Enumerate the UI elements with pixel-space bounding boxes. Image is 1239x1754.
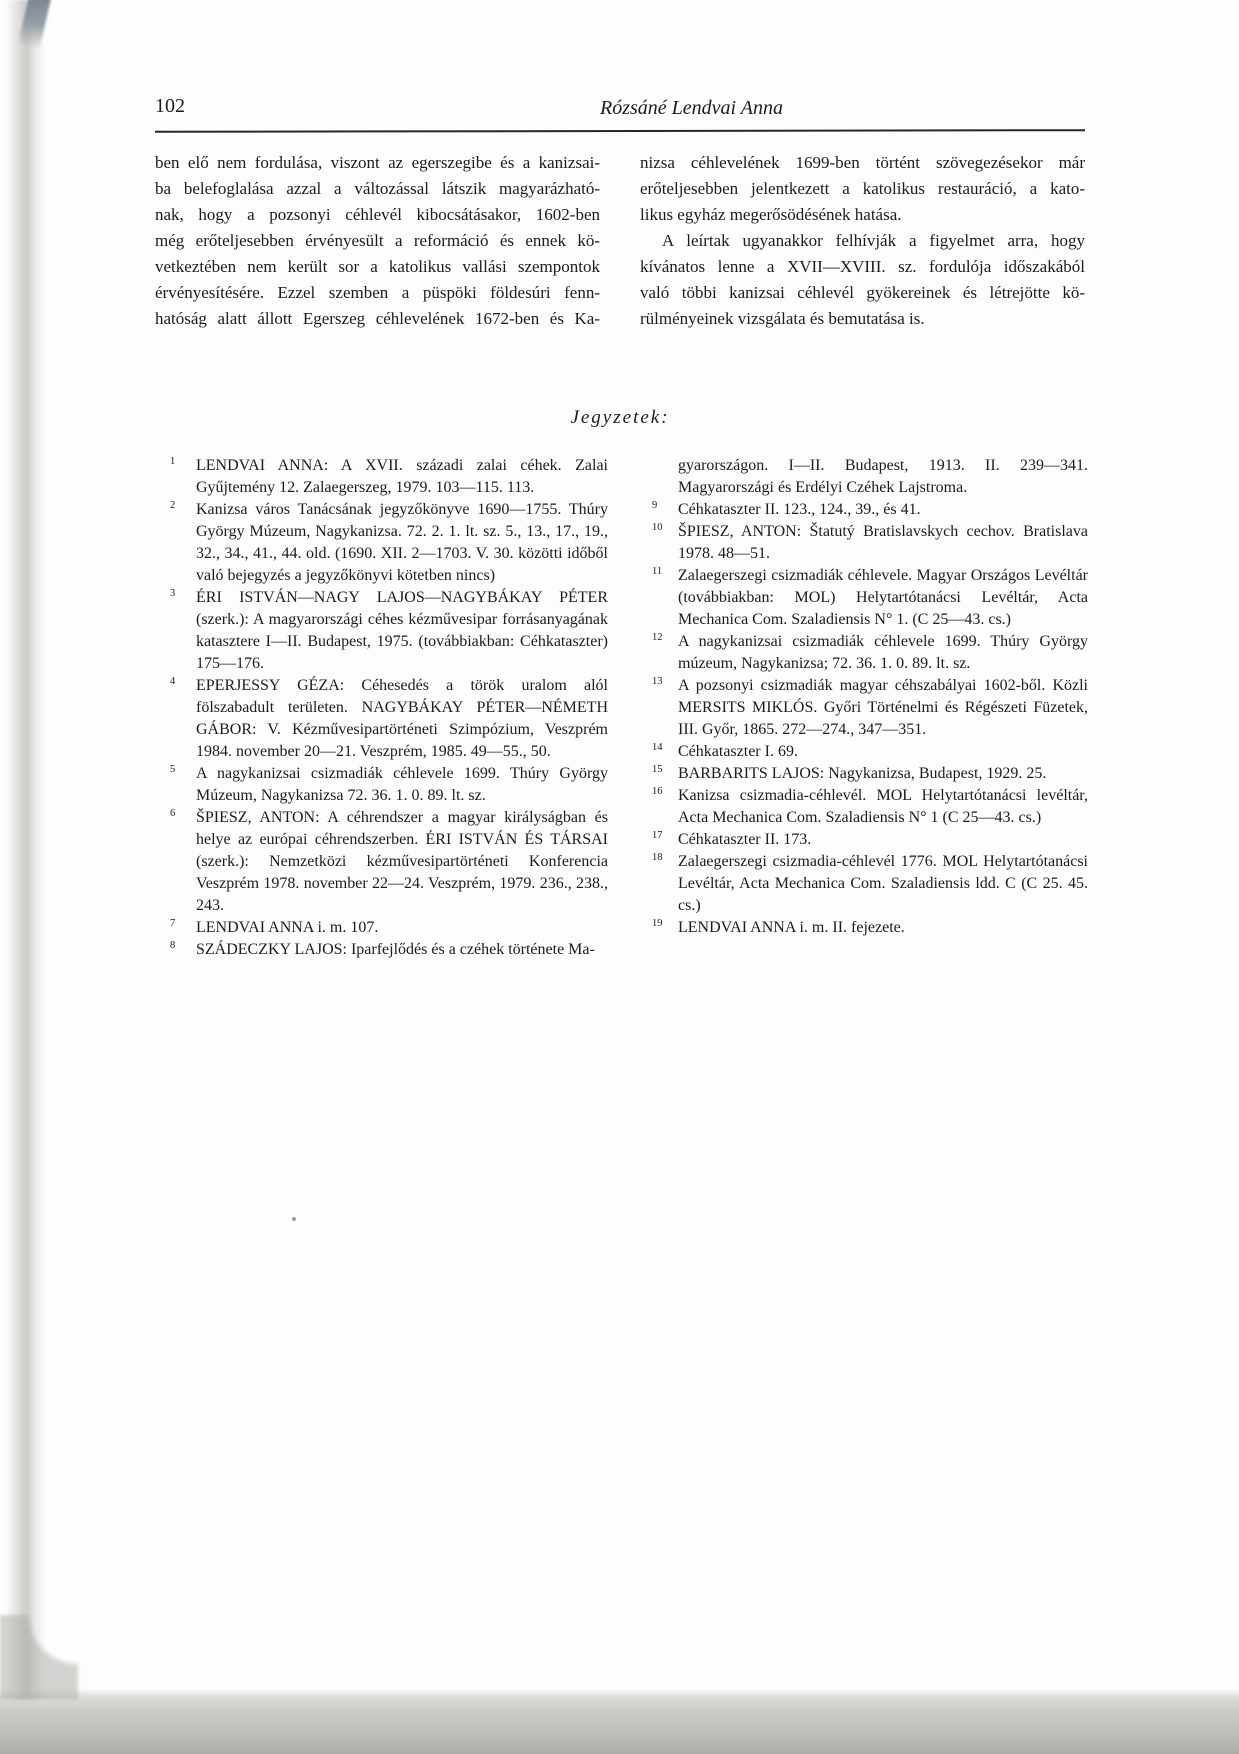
footnote-number: 10 <box>652 522 663 533</box>
body-text <box>155 150 1085 332</box>
footnote-text: BARBARITS LAJOS: Nagykanizsa, Budapest, 1929. 25. <box>678 765 1047 782</box>
footnote-number: 6 <box>170 808 176 819</box>
body-line: ba belefoglalása azzal a változással látszik magyarázható- <box>155 179 600 198</box>
footnote-item <box>648 455 1088 499</box>
footnote-number: 11 <box>652 566 663 577</box>
body-line: való többi kanizsai céhlevél gyökereinek és létrejötte kö- <box>640 283 1085 302</box>
footnote-number: 15 <box>652 764 663 775</box>
footnote-text: EPERJESSY GÉZA: Céhesedés a török uralom alól fölszabadult területen. NAGYBÁKAY PÉTER—NÉMETH GÁBOR: V. Kézművesipartörténeti Szimpózium, Veszprém 1984. november 20—21. Veszprém, 1985. 49—55., 50. <box>196 677 608 760</box>
footnote-number: 12 <box>652 632 663 643</box>
footnote-item <box>648 565 1088 631</box>
body-line: érvényesítésére. Ezzel szemben a püspöki földesúri fenn- <box>155 283 600 302</box>
footnote-item <box>648 763 1088 785</box>
body-line: rülményeinek vizsgálata és bemutatása is. <box>640 309 925 328</box>
footnote-number: 13 <box>652 676 663 687</box>
footnote-item <box>648 741 1088 763</box>
footnote-number: 4 <box>170 676 176 687</box>
scan-speck <box>292 1217 296 1221</box>
footnote-item <box>648 675 1088 741</box>
footnote-item <box>648 785 1088 829</box>
footnote-text: LENDVAI ANNA i. m. II. fejezete. <box>678 919 905 936</box>
footnote-text: SZÁDECZKY LAJOS: Iparfejlődés és a czéhek története Ma- <box>196 941 595 958</box>
footnote-number: 18 <box>652 852 663 863</box>
footnote-number: 14 <box>652 742 663 753</box>
footnote-number: 2 <box>170 500 176 511</box>
footnote-number: 9 <box>652 500 658 511</box>
body-column-right <box>640 150 1085 332</box>
footnote-item <box>166 455 608 499</box>
body-line: kívánatos lenne a XVII—XVIII. sz. fordulója időszakából <box>640 257 1085 276</box>
footnote-text: Kanizsa város Tanácsának jegyzőkönyve 1690—1755. Thúry György Múzeum, Nagykanizsa. 72. 2. 1. lt. sz. 5., 13., 17., 19., 32., 34., 41., 44. old. (1690. XII. 2—1703. V. 30. közötti időből való bejegyzés a jegyzőkönyvi kötetben nincs) <box>196 501 608 584</box>
page-number: 102 <box>155 95 185 117</box>
running-title: Rózsáné Lendvai Anna <box>600 97 783 119</box>
body-line: likus egyház megerősödésének hatása. <box>640 205 902 224</box>
footnote-text: Kanizsa csizmadia-céhlevél. MOL Helytartótanácsi levéltár, Acta Mechanica Com. Szaladiensis N° 1 (C 25—43. cs.) <box>678 787 1088 826</box>
footnote-text: gyarországon. I—II. Budapest, 1913. II. 239—341. Magyarországi és Erdélyi Czéhek Lajstroma. <box>678 457 1088 496</box>
footnote-item <box>648 631 1088 675</box>
footnote-item <box>166 939 608 961</box>
footnote-number: 7 <box>170 918 176 929</box>
footnote-item <box>648 851 1088 917</box>
footnote-text: LENDVAI ANNA: A XVII. századi zalai céhek. Zalai Gyűjtemény 12. Zalaegerszeg, 1979. 103—115. 113. <box>196 457 608 496</box>
body-line: vetkeztében nem került sor a katolikus vallási szempontok <box>155 257 600 276</box>
footnotes-column-left <box>166 455 608 961</box>
footnote-text: ŠPIESZ, ANTON: Štatutý Bratislavskych cechov. Bratislava 1978. 48—51. <box>678 523 1088 562</box>
footnote-number: 16 <box>652 786 663 797</box>
footnote-text: A nagykanizsai csizmadiák céhlevele 1699. Thúry György múzeum, Nagykanizsa; 72. 36. 1. 0. 89. lt. sz. <box>678 633 1088 672</box>
footnote-text: A nagykanizsai csizmadiák céhlevele 1699. Thúry György Múzeum, Nagykanizsa 72. 36. 1. 0. 89. lt. sz. <box>196 765 608 804</box>
footnote-number: 1 <box>170 456 176 467</box>
footnote-item <box>166 763 608 807</box>
footnote-number: 8 <box>170 940 176 951</box>
header-rule <box>155 129 1085 133</box>
footnote-number: 19 <box>652 918 663 929</box>
footnote-text: Zalaegerszegi csizmadiák céhlevele. Magyar Országos Levéltár (továbbiakban: MOL) Helytartótanácsi Levéltár, Acta Mechanica Com. Szaladiensis N° 1. (C 25—43. cs.) <box>678 567 1088 628</box>
footnote-text: LENDVAI ANNA i. m. 107. <box>196 919 379 936</box>
footnote-number: 3 <box>170 588 176 599</box>
body-line: erőteljesebben jelentkezett a katolikus restauráció, a kato- <box>640 179 1085 198</box>
footnote-text: Zalaegerszegi csizmadia-céhlevél 1776. MOL Helytartótanácsi Levéltár, Acta Mechanica Com. Szaladiensis ldd. C (C 25. 45. cs.) <box>678 853 1088 914</box>
footnote-text: Céhkataszter II. 173. <box>678 831 812 848</box>
footnote-text: ÉRI ISTVÁN—NAGY LAJOS—NAGYBÁKAY PÉTER (szerk.): A magyarországi céhes kézművesipar forrásanyagának katasztere I—II. Budapest, 1975. (továbbiakban: Céhkataszter) 175—176. <box>196 589 608 672</box>
footnote-item <box>648 499 1088 521</box>
footnote-text: Céhkataszter I. 69. <box>678 743 798 760</box>
footnote-number: 5 <box>170 764 176 775</box>
body-line: nak, hogy a pozsonyi céhlevél kibocsátásakor, 1602-ben <box>155 205 600 224</box>
notes-heading: Jegyzetek: <box>570 407 670 428</box>
footnote-text: ŠPIESZ, ANTON: A céhrendszer a magyar királyságban és helye az európai céhrendszerben. ÉRI ISTVÁN ÉS TÁRSAI (szerk.): Nemzetközi kézművesipartörténeti Konferencia Veszprém 1978. november 22—24. Veszprém, 1979. 236., 238., 243. <box>196 809 608 914</box>
body-line: még erőteljesebben érvényesült a reformáció és ennek kö- <box>155 231 600 250</box>
body-line: A leírtak ugyanakkor felhívják a figyelmet arra, hogy <box>662 231 1085 250</box>
footnote-item <box>166 499 608 587</box>
body-line: nizsa céhlevelének 1699-ben történt szövegezésekor már <box>640 153 1085 172</box>
footnote-item <box>648 917 1088 939</box>
bottom-scan-shadow <box>0 1688 1239 1754</box>
footnote-number: 17 <box>652 830 663 841</box>
body-line: ben elő nem fordulása, viszont az egerszegibe és a kanizsai- <box>155 153 600 172</box>
bottom-left-scan-curve <box>0 1615 78 1699</box>
footnote-item <box>648 829 1088 851</box>
footnote-text: A pozsonyi csizmadiák magyar céhszabályai 1602-ből. Közli MERSITS MIKLÓS. Győri Történelmi és Régészeti Füzetek, III. Győr, 1865. 272—274., 347—351. <box>678 677 1088 738</box>
footnote-item <box>166 587 608 675</box>
footnote-item <box>166 675 608 763</box>
footnote-item <box>166 917 608 939</box>
body-column-left <box>155 150 600 332</box>
footnote-text: Céhkataszter II. 123., 124., 39., és 41. <box>678 501 921 518</box>
footnotes-column-right <box>648 455 1088 939</box>
footnote-item <box>648 521 1088 565</box>
body-line: hatóság alatt állott Egerszeg céhlevelének 1672-ben és Ka- <box>155 309 600 328</box>
footnote-item <box>166 807 608 917</box>
left-scan-shadow <box>6 0 46 1700</box>
